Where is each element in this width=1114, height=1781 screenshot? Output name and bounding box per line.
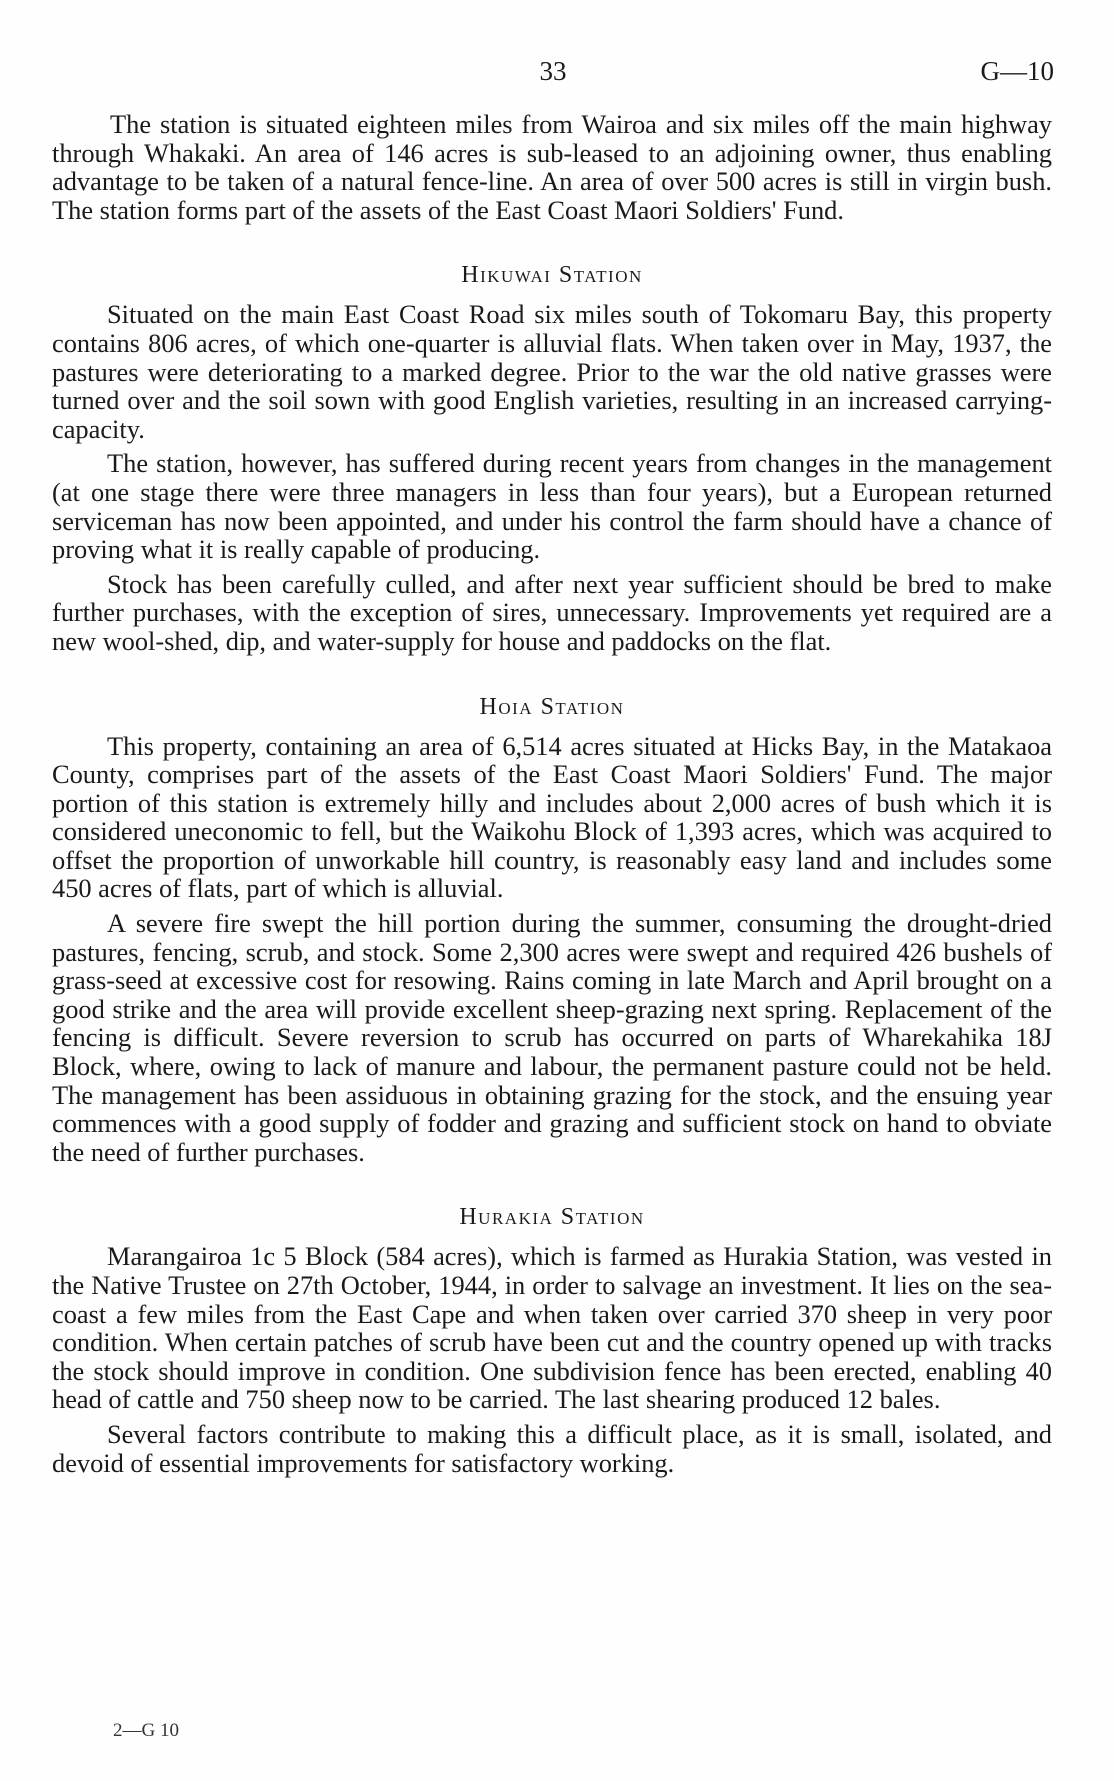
intro-paragraph: The station is situated eighteen miles from Wairoa and six miles off the main highway through Whakaki. An area of 146 acres is sub-leased to an adjoining owner, thus enabling advantage to be taken of a natural fence-line. An area of over 500 acres is still in virgin bush. The station forms part of the assets of the East Coast Maori Soldiers' Fund. xyxy=(52,109,1052,225)
series-code: G—10 xyxy=(980,56,1054,86)
section-heading: Hikuwai Station xyxy=(461,262,643,289)
running-head xyxy=(52,56,1054,96)
section-hikuwai-station xyxy=(52,260,1052,655)
section-paragraph: Marangairoa 1c 5 Block (584 acres), which is farmed as Hurakia Station, was vested in the Native Trustee on 27th October, 1944, in order to salvage an investment. It lies on the sea-coast a few miles from the East Cape and when taken over carried 370 sheep in very poor condition. When certain patches of scrub have been cut and the country opened up with tracks the stock should improve in condition. One subdivision fence has been erected, enabling 40 head of cattle and 750 sheep now to be carried. The last shearing produced 12 bales. xyxy=(52,1241,1052,1415)
section-paragraph: A severe fire swept the hill portion during the summer, consuming the drought-dried pastures, fencing, scrub, and stock. Some 2,300 acres were swept and required 426 bushels of grass-seed at excessive cost for resowing. Rains coming in late March and April brought on a good strike and the area will provide excellent sheep-grazing next spring. Replacement of the fencing is difficult. Severe reversion to scrub has occurred on parts of Wharekahika 18J Block, where, owing to lack of manure and labour, the permanent pasture could not be held. The management has been assiduous in obtaining grazing for the stock, and the ensuing year commences with a good supply of fodder and grazing and sufficient stock on hand to obviate the need of further purchases. xyxy=(52,908,1052,1167)
section-paragraph: Several factors contribute to making this a difficult place, as it is small, isolated, and devoid of essential improvements for satisfactory working. xyxy=(52,1418,1052,1478)
page-number: 33 xyxy=(539,56,567,86)
section-paragraph: This property, containing an area of 6,514 acres situated at Hicks Bay, in the Matakaoa County, comprises part of the assets of the East Coast Maori Soldiers' Fund. The major portion of this station is extremely hilly and includes about 2,000 acres of bush which it is considered uneconomic to fell, but the Waikohu Block of 1,393 acres, which was acquired to offset the proportion of unworkable hill country, is reasonably easy land and includes some 450 acres of flats, part of which is alluvial. xyxy=(52,730,1052,904)
section-paragraph: Stock has been carefully culled, and after next year sufficient should be bred to make further purchases, with the exception of sires, unnecessary. Improvements yet required are a new wool-shed, dip, and water-supply for house and paddocks on the flat. xyxy=(52,568,1052,656)
section-paragraph: The station, however, has suffered during recent years from changes in the management (at one stage there were three managers in less than four years), but a European returned serviceman has now been appointed, and under his control the farm should have a chance of proving what it is really capable of producing. xyxy=(52,448,1052,565)
section-heading: Hurakia Station xyxy=(459,1204,645,1231)
body-text xyxy=(52,110,1052,1483)
footer-signature: 2—G 10 xyxy=(113,1720,179,1741)
section-hoia-station xyxy=(52,692,1052,1167)
section-heading: Hoia Station xyxy=(479,693,625,720)
section-hurakia-station xyxy=(52,1202,1052,1477)
section-paragraph: Situated on the main East Coast Road six miles south of Tokomaru Bay, this property contains 806 acres, of which one-quarter is alluvial flats. When taken over in May, 1937, the pastures were deteriorating to a marked degree. Prior to the war the old native grasses were turned over and the soil sown with good English varieties, resulting in an increased carrying-capacity. xyxy=(52,299,1052,444)
